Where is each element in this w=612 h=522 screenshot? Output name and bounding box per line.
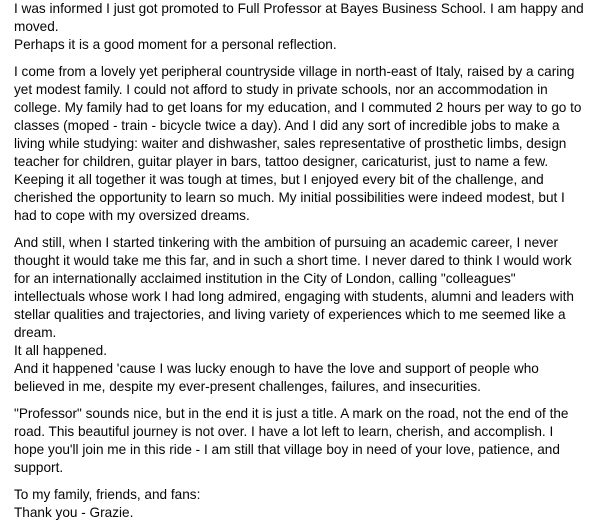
text-line: stellar qualities and trajectories, and living variety of experiences which to me seemed like a <box>14 307 566 322</box>
text-line: moved. <box>14 19 59 34</box>
text-line: I was informed I just got promoted to Full Professor at Bayes Business School. I am happy and <box>14 1 584 16</box>
text-line: believed in me, despite my ever-present challenges, failures, and insecurities. <box>14 379 481 394</box>
text-line: Keeping it all together it was tough at times, but I enjoyed every bit of the challenge, and <box>14 172 544 187</box>
paragraph-title-reflection <box>14 405 606 477</box>
text-line: yet modest family. I could not afford to study in private schools, nor an accommodation in <box>14 82 548 97</box>
text-line: hope you'll join me in this ride - I am still that village boy in need of your love, patience, and <box>14 442 560 457</box>
text-line: "Professor" sounds nice, but in the end it is just a title. A mark on the road, not the end of the <box>14 406 569 421</box>
text-line: for an internationally acclaimed institution in the City of London, calling "colleagues" <box>14 271 516 286</box>
text-line: It all happened. <box>14 343 107 358</box>
text-line: had to cope with my oversized dreams. <box>14 208 250 223</box>
text-line: dream. <box>14 325 57 340</box>
text-line: road. This beautiful journey is not over. I have a lot left to learn, cherish, and accomplish. I <box>14 424 554 439</box>
paragraph-intro <box>14 0 606 54</box>
text-line: I come from a lovely yet peripheral countryside village in north-east of Italy, raised by a caring <box>14 64 575 79</box>
text-line: Perhaps it is a good moment for a personal reflection. <box>14 37 337 52</box>
text-line: classes (moped - train - bicycle twice a day). And I did any sort of incredible jobs to make a <box>14 118 560 133</box>
text-line: Thank you - Grazie. <box>14 505 134 520</box>
text-line: And still, when I started tinkering with the ambition of pursuing an academic career, I never <box>14 235 559 250</box>
text-line: teacher for children, guitar player in bars, tattoo designer, caricaturist, just to name a few. <box>14 154 549 169</box>
text-line: support. <box>14 460 64 475</box>
text-line: thought it would take me this far, and in such a short time. I never dared to think I would work <box>14 253 572 268</box>
text-line: cherished the opportunity to learn so much. My initial possibilities were indeed modest, but I <box>14 190 565 205</box>
text-line: intellectuals whose work I had long admired, engaging with students, alumni and leaders with <box>14 289 574 304</box>
text-line: living while studying: waiter and dishwasher, sales representative of prosthetic limbs, design <box>14 136 567 151</box>
paragraph-career <box>14 234 606 396</box>
paragraph-thanks <box>14 486 606 522</box>
paragraph-background <box>14 63 606 225</box>
text-line: And it happened 'cause I was lucky enough to have the love and support of people who <box>14 361 539 376</box>
text-line: To my family, friends, and fans: <box>14 487 201 502</box>
text-line: college. My family had to get loans for my education, and I commuted 2 hours per way to go to <box>14 100 582 115</box>
